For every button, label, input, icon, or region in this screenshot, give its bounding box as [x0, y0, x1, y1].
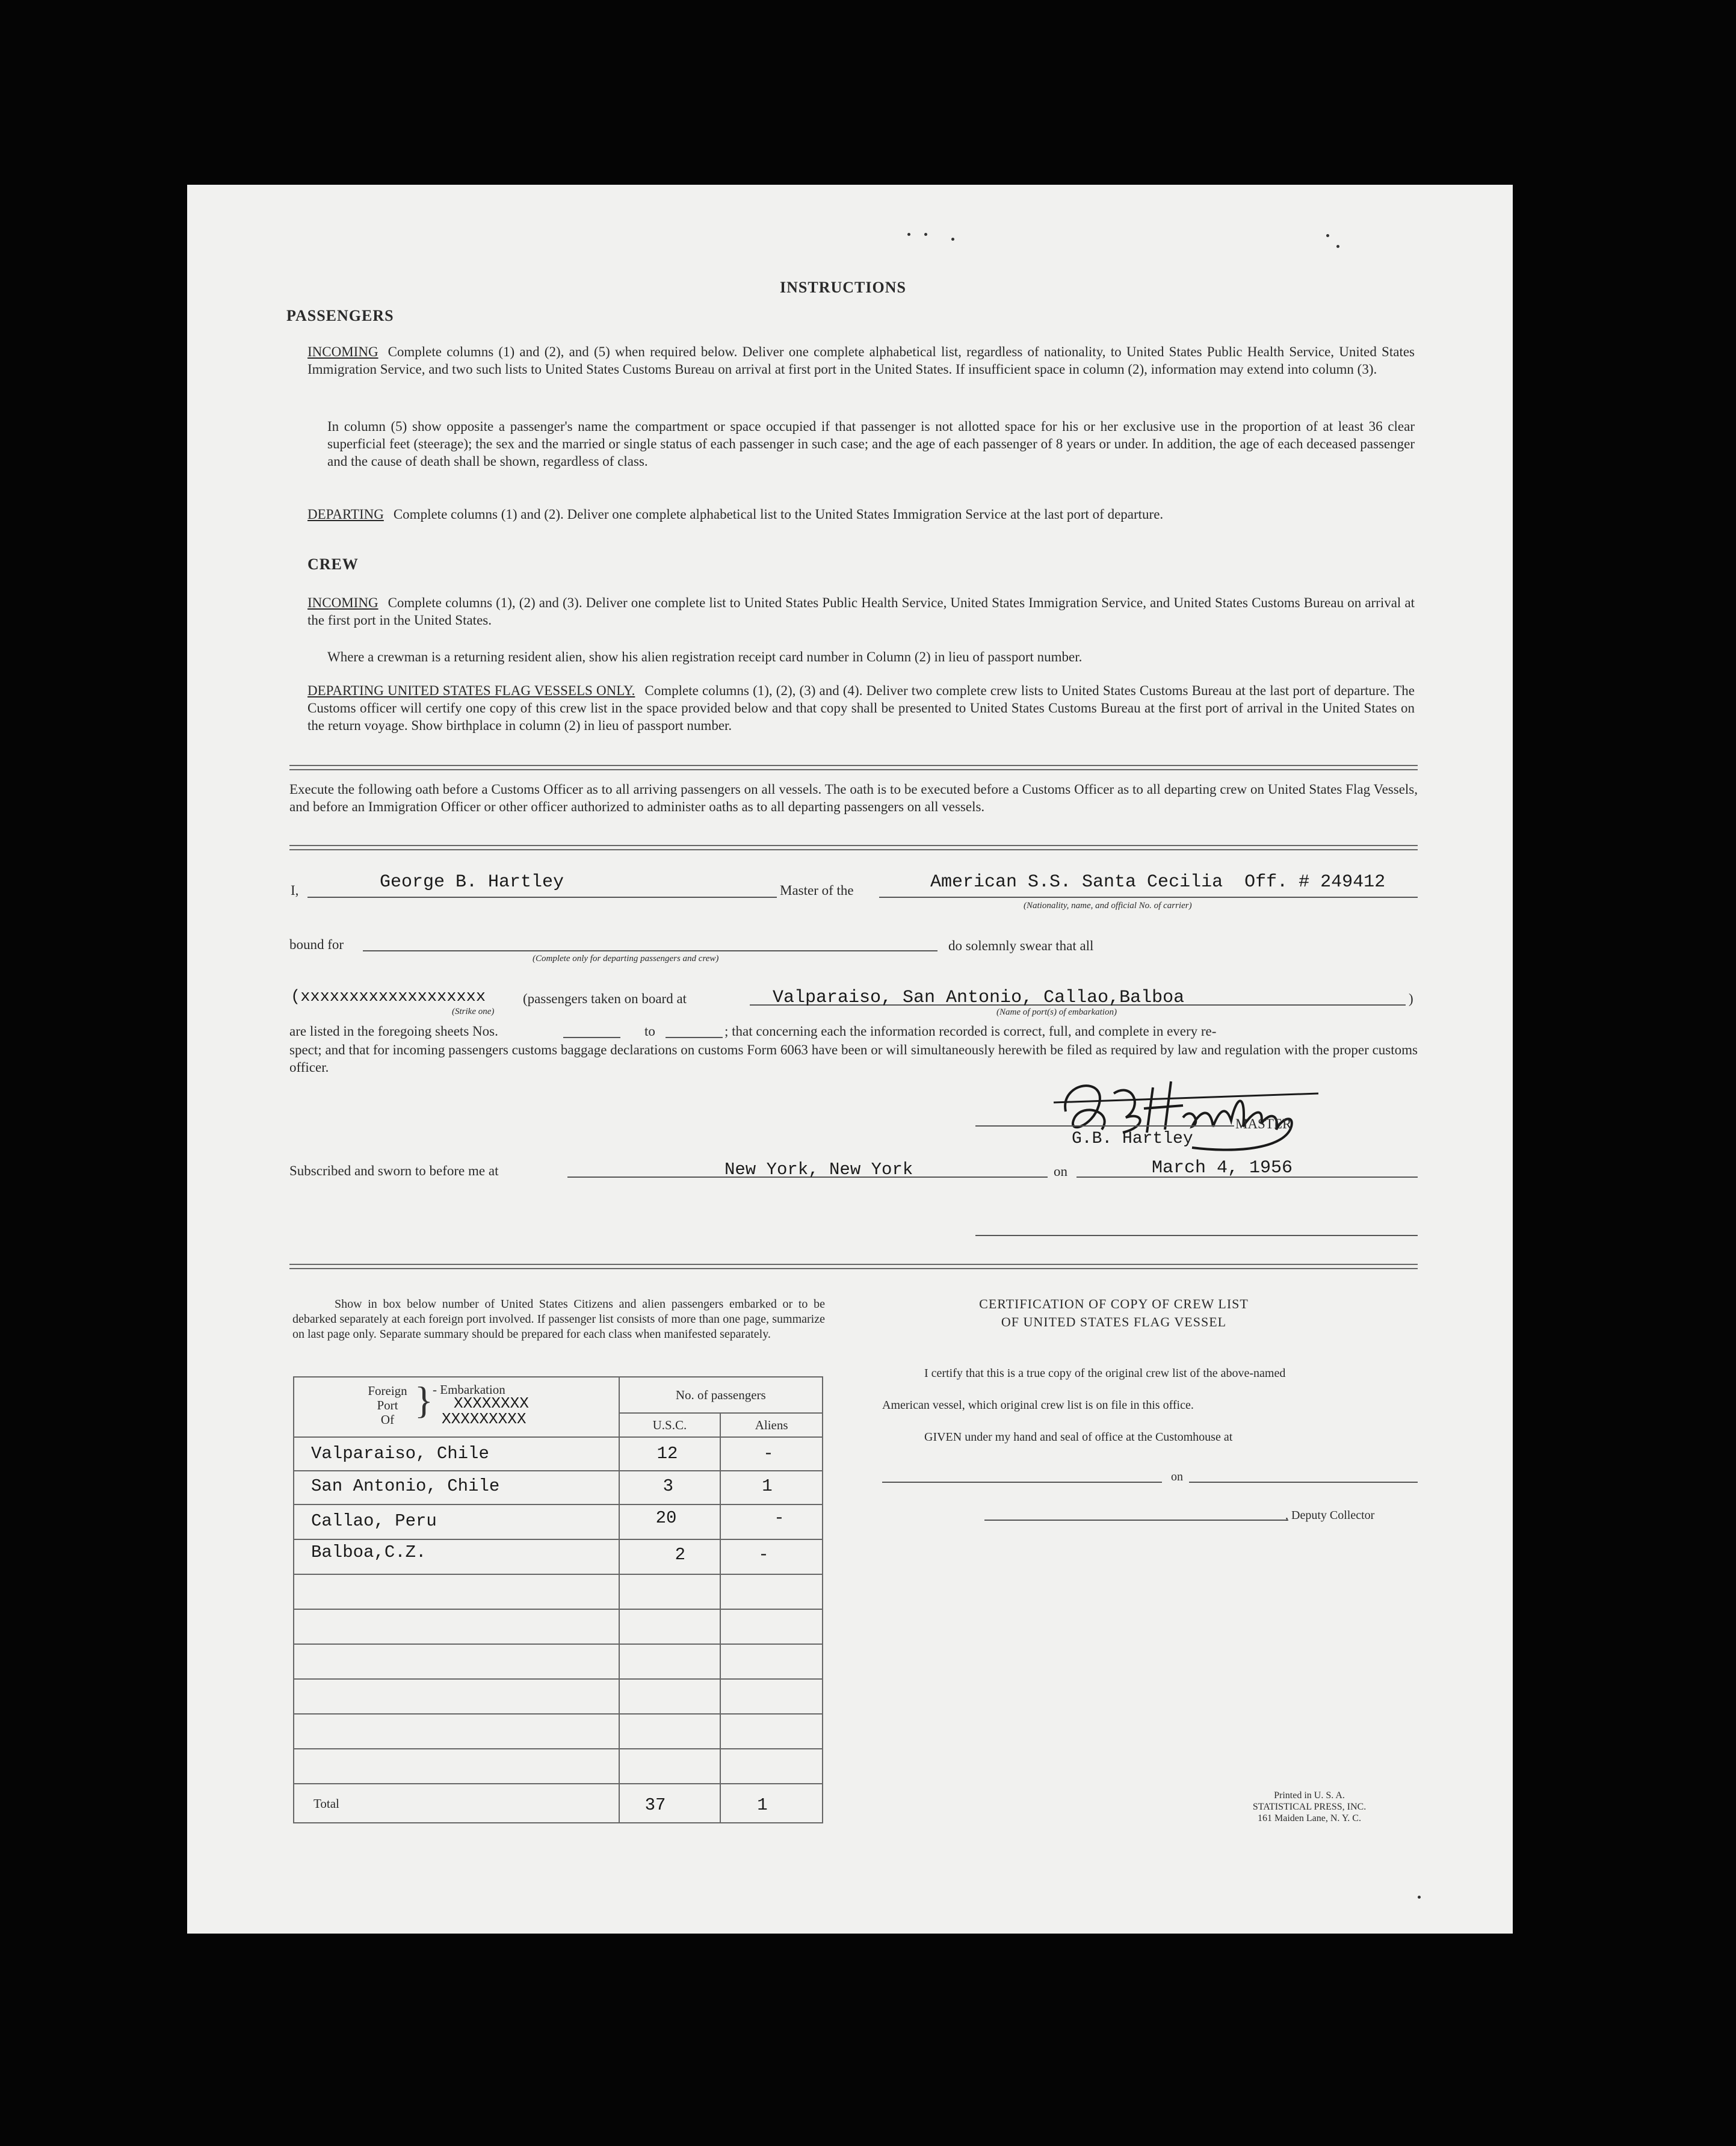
scan-speck — [907, 233, 910, 236]
port-header-cell — [294, 1377, 619, 1437]
table-row — [294, 1504, 823, 1539]
aliens-value: - — [774, 1508, 785, 1528]
usc-header: U.S.C. — [619, 1413, 721, 1437]
summary-instructions: Show in box below number of United States Citizens and alien passengers embarked or to be debarked separately at each foreign port involved. If passenger list consists of more than one page, summarize on last page only. Separate summary should be prepared for each class when manifested separately. — [292, 1297, 825, 1341]
usc-value: 3 — [663, 1476, 673, 1496]
total-label-cell — [294, 1784, 619, 1823]
port-cell — [294, 1539, 619, 1574]
certification-line-3: GIVEN under my hand and seal of office at the Customhouse at — [924, 1430, 1233, 1444]
divider — [289, 1264, 1418, 1269]
passenger-summary-table — [293, 1376, 823, 1823]
total-usc-cell — [619, 1784, 721, 1823]
officer-signature-line — [975, 1235, 1418, 1236]
crew-incoming-block — [307, 594, 1415, 629]
usc-cell — [619, 1437, 721, 1471]
swear-label: do solemnly swear that all — [948, 938, 1094, 953]
master-name-line — [307, 897, 777, 898]
document-page — [187, 185, 1513, 1934]
header-strike-1: XXXXXXXX — [454, 1394, 529, 1412]
bound-for-caption: (Complete only for departing passengers and crew) — [533, 954, 719, 963]
departing-us-flag-label: DEPARTING UNITED STATES FLAG VESSELS ONLY. — [307, 683, 635, 698]
total-usc: 37 — [644, 1795, 666, 1815]
scan-speck — [1336, 245, 1339, 248]
divider — [289, 765, 1418, 770]
passengers-col5-text: In column (5) show opposite a passenger's name the compartment or space occupied if that passenger is not allotted space for his or her exclusive use in the proportion of at least 36 clear superficial feet (steerage); the sex and the married or single status of each passenger in such case; and the age of each passenger of 8 years or under. In addition, the age of each deceased passenger and the cause of death shall be shown, regardless of class. — [327, 419, 1415, 469]
master-name-value: George B. Hartley — [380, 872, 564, 892]
certification-title-line-1: CERTIFICATION OF COPY OF CREW LIST — [979, 1296, 1249, 1311]
port-header-label — [363, 1384, 412, 1427]
sheet-from-line — [563, 1037, 620, 1038]
port-header-foreign: Foreign — [368, 1384, 407, 1398]
passengers-departing-text: Complete columns (1) and (2). Deliver one complete alphabetical list to the United States Immigration Service at the last port of departure. — [393, 507, 1164, 522]
subscribed-label: Subscribed and sworn to before me at — [289, 1163, 499, 1178]
port-name: Balboa,C.Z. — [311, 1542, 427, 1562]
certification-line-1: I certify that this is a true copy of the original crew list of the above-named — [924, 1367, 1286, 1380]
port-header-of: Of — [380, 1412, 395, 1427]
aliens-cell — [720, 1504, 823, 1539]
strike-text: xxxxxxxxxxxxxxxxxxx — [300, 988, 486, 1006]
passengers-incoming-label: INCOMING — [307, 344, 378, 359]
certification-title — [933, 1295, 1294, 1331]
passengers-heading: PASSENGERS — [286, 307, 394, 324]
aliens-cell — [720, 1471, 823, 1504]
foregoing-continued: spect; and that for incoming passengers customs baggage declarations on customs Form 6063 have been or will simultaneously herewith be filed as required by law and regulation with the proper customs officer. — [289, 1042, 1418, 1075]
departing-us-flag-text: Complete columns (1), (2), (3) and (4). Deliver two complete crew lists to United States Customs Bureau at the last port of departure. The Customs officer will certify one copy of this crew list in the space provided below and that copy shall be presented to United States Customs Bureau at the first port of arrival in the United States on the return voyage. Show birthplace in column (2) in lieu of passport number. — [307, 683, 1415, 733]
passengers-departing-label: DEPARTING — [307, 507, 384, 522]
vessel-caption: (Nationality, name, and official No. of carrier) — [1024, 901, 1192, 911]
crew-departing-block — [307, 682, 1415, 734]
passengers-taken-label: (passengers taken on board at — [523, 991, 687, 1006]
embarkation-label: - Embarkation — [433, 1382, 505, 1397]
bound-for-line — [363, 950, 938, 951]
scan-speck — [1418, 1896, 1421, 1899]
empty-row — [294, 1714, 823, 1749]
oath-i-label: I, — [291, 883, 299, 898]
divider — [289, 845, 1418, 850]
certification-on-label: on — [1171, 1470, 1183, 1483]
crew-resident-text: Where a crewman is a returning resident alien, show his alien registration receipt card number in Column (2) in lieu of passport number. — [327, 649, 1083, 664]
master-label: MASTER — [1235, 1116, 1292, 1131]
scan-speck — [924, 233, 927, 236]
aliens-value: - — [758, 1545, 769, 1565]
ports-caption: (Name of port(s) of embarkation) — [996, 1007, 1117, 1017]
bound-for-label: bound for — [289, 937, 344, 952]
empty-row — [294, 1574, 823, 1609]
usc-value: 12 — [656, 1444, 678, 1464]
deputy-collector-label: , Deputy Collector — [1285, 1509, 1375, 1522]
printer-imprint — [1219, 1790, 1400, 1824]
port-cell — [294, 1504, 619, 1539]
printer-line-3: 161 Maiden Lane, N. Y. C. — [1258, 1813, 1361, 1823]
usc-cell — [619, 1539, 721, 1574]
usc-value: 20 — [655, 1508, 677, 1528]
passengers-header: No. of passengers — [619, 1377, 823, 1413]
table-row — [294, 1437, 823, 1471]
port-cell — [294, 1437, 619, 1471]
customhouse-line — [882, 1482, 1162, 1483]
signature-typed-name: G.B. Hartley — [1072, 1130, 1193, 1148]
master-of-label: Master of the — [780, 883, 854, 898]
summary-header-row — [294, 1377, 823, 1413]
sworn-place-value: New York, New York — [724, 1160, 913, 1180]
foregoing-text: ; that concerning each the information recorded is correct, full, and complete in every re- — [724, 1024, 1217, 1039]
scan-speck — [1326, 234, 1329, 237]
ports-close-paren: ) — [1409, 991, 1413, 1006]
passengers-incoming-block — [307, 343, 1415, 378]
total-row — [294, 1784, 823, 1823]
port-name: San Antonio, Chile — [311, 1476, 500, 1496]
sworn-on-label: on — [1054, 1164, 1067, 1179]
strike-value: (xxxxxxxxxxxxxxxxxxx — [291, 988, 486, 1006]
certification-line-2: American vessel, which original crew list is on file in this office. — [882, 1399, 1194, 1412]
certification-title-line-2: OF UNITED STATES FLAG VESSEL — [1001, 1314, 1227, 1329]
ports-value: Valparaiso, San Antonio, Callao,Balboa — [773, 988, 1185, 1008]
usc-value: 2 — [675, 1545, 685, 1565]
empty-row — [294, 1679, 823, 1714]
deputy-signature-line — [984, 1520, 1288, 1521]
table-row — [294, 1471, 823, 1504]
header-strike-2: XXXXXXXXX — [442, 1410, 527, 1428]
total-aliens-cell — [720, 1784, 823, 1823]
empty-row — [294, 1644, 823, 1679]
sheet-to-line — [666, 1037, 723, 1038]
scan-speck — [951, 238, 954, 241]
crew-incoming-label: INCOMING — [307, 595, 378, 610]
printer-line-1: Printed in U. S. A. — [1274, 1790, 1345, 1801]
port-header-port: Port — [377, 1398, 398, 1412]
aliens-cell — [720, 1539, 823, 1574]
foregoing-to-label: to — [644, 1024, 655, 1039]
aliens-header: Aliens — [720, 1413, 823, 1437]
foregoing-label: are listed in the foregoing sheets Nos. — [289, 1024, 498, 1039]
usc-cell — [619, 1471, 721, 1504]
aliens-cell — [720, 1437, 823, 1471]
instructions-title: INSTRUCTIONS — [780, 279, 906, 296]
sworn-date-value: March 4, 1956 — [1152, 1158, 1293, 1178]
vessel-line — [879, 897, 1418, 898]
passengers-incoming-text: Complete columns (1) and (2), and (5) when required below. Deliver one complete alphabetical list, regardless of nationality, to United States Public Health Service, United States Immigration Service, and two such lists to United States Customs Bureau on arrival at first port in the United States. If insufficient space in column (2), information may extend into column (3). — [307, 344, 1415, 377]
brace-symbol: } — [415, 1379, 433, 1421]
certification-date-line — [1189, 1482, 1418, 1483]
total-label: Total — [314, 1796, 339, 1811]
port-name: Valparaiso, Chile — [311, 1444, 489, 1464]
passengers-departing-block — [307, 506, 1415, 523]
table-row — [294, 1539, 823, 1574]
aliens-value: - — [763, 1444, 774, 1464]
port-name: Callao, Peru — [311, 1511, 437, 1531]
empty-row — [294, 1609, 823, 1644]
usc-cell — [619, 1504, 721, 1539]
printer-line-2: STATISTICAL PRESS, INC. — [1252, 1802, 1367, 1812]
signature-line — [975, 1125, 1234, 1127]
crew-incoming-text: Complete columns (1), (2) and (3). Deliver one complete list to United States Public Health Service, United States Immigration Service, and United States Customs Bureau on arrival at the first port in the United States. — [307, 595, 1415, 628]
aliens-value: 1 — [762, 1476, 773, 1496]
total-aliens: 1 — [757, 1795, 768, 1815]
oath-intro: Execute the following oath before a Customs Officer as to all arriving passengers on all vessels. The oath is to be executed before a Customs Officer as to all departing crew on United States Flag Vessels, and before an Immigration Officer or other officer authorized to administer oaths as to all departing passengers on all vessels. — [289, 782, 1418, 814]
port-cell — [294, 1471, 619, 1504]
empty-row — [294, 1749, 823, 1784]
strike-caption: (Strike one) — [452, 1007, 495, 1016]
crew-heading: CREW — [307, 555, 359, 573]
vessel-value: American S.S. Santa Cecilia Off. # 249412 — [930, 872, 1386, 892]
